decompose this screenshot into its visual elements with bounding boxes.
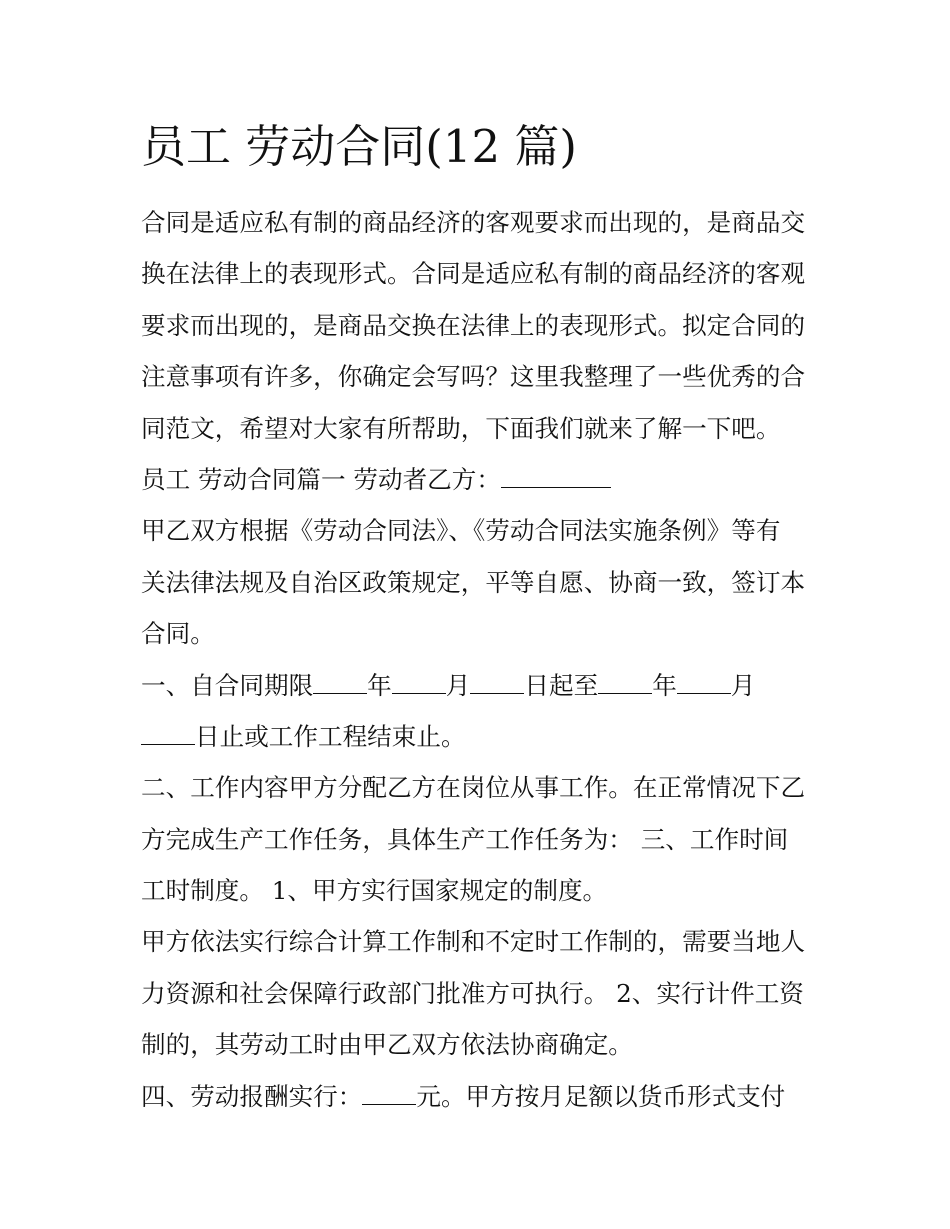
paragraph-line: [141, 660, 821, 711]
text-run: 合同是适应私有制的商品经济的客观要求而出现的，是商品交: [141, 208, 806, 237]
text-run: 关法律法规及自治区政策规定，平等自愿、协商一致，签订本: [141, 567, 806, 597]
text-run: 制的，其劳动工时由甲乙双方依法协商确定。: [141, 1030, 633, 1060]
text-run: 换在法律上的表现形式。合同是适应私有制的商品经济的客观: [141, 259, 806, 289]
text-run: 甲乙双方根据《劳动合同法》、《劳动合同法实施条例》等有: [141, 516, 781, 546]
paragraph-line: [141, 1071, 821, 1122]
fill-in-blank: [362, 1073, 416, 1105]
paragraph-line: [141, 608, 821, 659]
paragraph-line: [141, 300, 821, 351]
paragraph-line: [141, 1019, 821, 1070]
text-run: 注意事项有许多，你确定会写吗？这里我整理了一些优秀的合: [141, 362, 806, 392]
document-title: 员工 劳动合同(12 篇): [141, 120, 577, 173]
paragraph-line: [141, 865, 821, 916]
text-run: 月: [730, 670, 756, 700]
text-run: 合同。: [141, 619, 215, 649]
paragraph-line: [141, 197, 821, 248]
text-run: 二、工作内容甲方分配乙方在岗位从事工作。在正常情况下乙: [141, 773, 806, 803]
paragraph-line: [141, 454, 821, 505]
text-run: 四、劳动报酬实行：: [141, 1081, 363, 1111]
fill-in-blank: [141, 713, 195, 745]
text-run: 一、自合同期限: [141, 670, 314, 700]
paragraph-line: [141, 968, 821, 1019]
paragraph-line: [141, 762, 821, 813]
text-run: 元。甲方按月足额以货币形式支付: [416, 1081, 786, 1111]
text-run: 方完成生产工作任务，具体生产工作任务为： 三、工作时间: [141, 824, 789, 854]
text-run: 要求而出现的，是商品交换在法律上的表现形式。拟定合同的: [141, 310, 806, 340]
fill-in-blank: [313, 662, 367, 694]
paragraph-line: [141, 557, 821, 608]
text-run: 力资源和社会保障行政部门批准方可执行。 2、实行计件工资: [141, 978, 804, 1008]
paragraph-line: [141, 505, 821, 556]
text-run: 甲方依法实行综合计算工作制和不定时工作制的，需要当地人: [141, 927, 806, 957]
paragraph-line: [141, 403, 821, 454]
paragraph-line: [141, 814, 821, 865]
document-body: [141, 197, 821, 1122]
text-run: 年: [367, 670, 392, 700]
paragraph-line: [141, 711, 821, 762]
text-run: 工时制度。 1、甲方实行国家规定的制度。: [141, 876, 608, 906]
paragraph-line: [141, 351, 821, 402]
text-run: 月: [445, 670, 471, 700]
fill-in-blank: [470, 662, 524, 694]
fill-in-blank: [598, 662, 652, 694]
fill-in-blank: [501, 456, 611, 488]
paragraph-line: [141, 916, 821, 967]
text-run: 员工 劳动合同篇一 劳动者乙方：: [141, 464, 501, 494]
text-run: 日止或工作工程结束止。: [195, 721, 466, 751]
paragraph-line: [141, 248, 821, 299]
text-run: 日起至: [524, 670, 599, 700]
fill-in-blank: [392, 662, 446, 694]
text-run: 同范文，希望对大家有所帮助，下面我们就来了解一下吧。: [141, 413, 781, 443]
fill-in-blank: [677, 662, 731, 694]
text-run: 年: [652, 670, 677, 700]
